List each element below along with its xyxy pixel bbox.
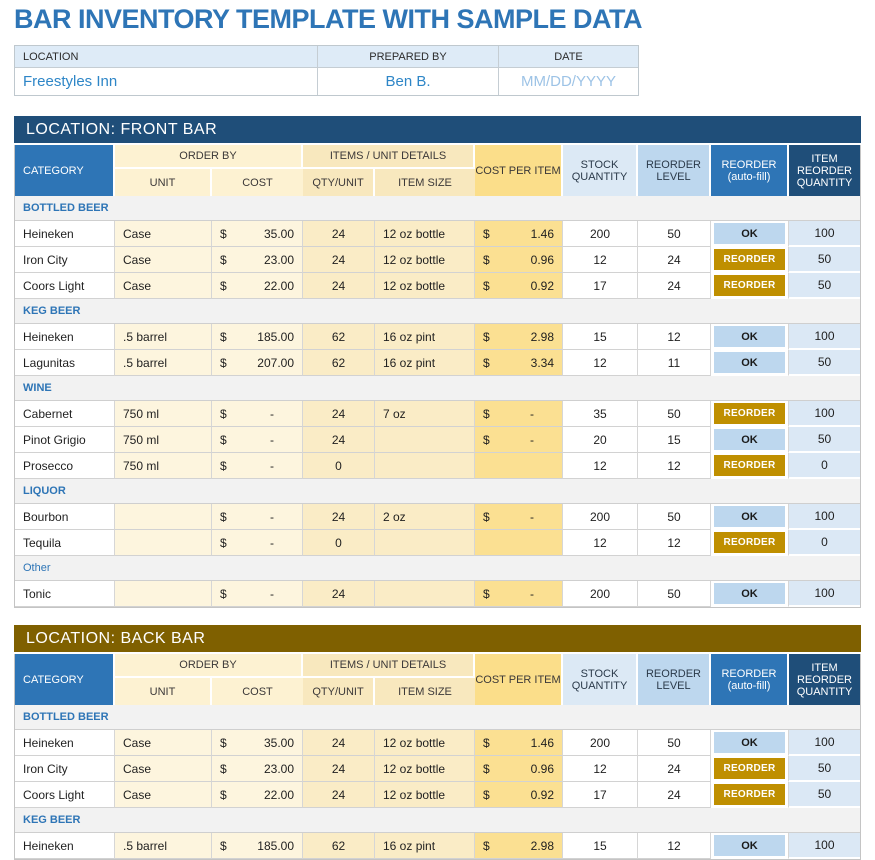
cell-reorder-level[interactable]: 50 [638,401,711,427]
amount: 185.00 [257,838,294,853]
cell-reorder-status[interactable] [711,427,789,453]
cell-reorder-status[interactable] [711,324,789,350]
info-date-label: DATE [499,46,638,68]
cell-cost-per-item[interactable] [475,530,563,556]
amount: 185.00 [257,329,294,344]
cell-item-reorder-quantity[interactable]: 50 [789,273,860,299]
amount: 22.00 [263,278,294,293]
category-row: BOTTLED BEER [15,705,860,730]
status-badge: OK [714,223,785,244]
status-badge: OK [714,506,785,527]
cell-qty-per-unit[interactable]: 24 [303,273,375,299]
cell-qty-per-unit[interactable]: 24 [303,782,375,808]
table-row [15,401,860,427]
cell-stock-quantity[interactable]: 15 [563,324,638,350]
cell-item-size[interactable] [375,530,475,556]
col-header-cost-per-item: COST PER ITEM [475,145,563,196]
amount: 0.96 [530,252,554,267]
cell-item-name[interactable]: Cabernet [15,401,115,427]
amount: 0.92 [530,278,554,293]
col-header-reorder-autofill: REORDER (auto-fill) [711,654,789,705]
col-header-reorder-level: REORDER LEVEL [638,145,711,196]
table-row [15,324,860,350]
cell-reorder-status[interactable] [711,221,789,247]
col-header-unit: UNIT [115,678,212,705]
table-row [15,221,860,247]
cell-cost-per-item[interactable] [475,453,563,479]
cell-item-size[interactable]: 12 oz bottle [375,247,475,273]
cell-item-size[interactable] [375,581,475,607]
col-header-item-reorder-quantity: ITEM REORDER QUANTITY [789,654,860,705]
status-badge: REORDER [714,455,785,476]
col-header-stock-quantity: STOCK QUANTITY [563,145,638,196]
currency-symbol: $ [220,458,227,473]
table-header-row [15,145,860,196]
cell-item-name[interactable]: Coors Light [15,782,115,808]
col-group-order-by [115,145,303,196]
cell-item-size[interactable]: 7 oz [375,401,475,427]
status-badge: OK [714,352,785,373]
category-row: KEG BEER [15,299,860,324]
cell-cost[interactable] [212,530,303,556]
currency-symbol: $ [220,535,227,550]
currency-symbol: $ [220,838,227,853]
cell-item-reorder-quantity[interactable]: 100 [789,401,860,427]
cell-unit[interactable]: 750 ml [115,453,212,479]
cell-item-reorder-quantity[interactable]: 50 [789,247,860,273]
info-table [14,45,639,96]
cell-cost[interactable] [212,273,303,299]
cell-item-name[interactable]: Tequila [15,530,115,556]
cell-cost-per-item[interactable] [475,324,563,350]
currency-symbol: $ [483,761,490,776]
cell-reorder-status[interactable] [711,730,789,756]
amount: - [530,509,534,524]
table-row [15,427,860,453]
amount: 1.46 [530,735,554,750]
cell-item-reorder-quantity[interactable]: 50 [789,782,860,808]
amount: - [530,432,534,447]
col-header-reorder-level: REORDER LEVEL [638,654,711,705]
cell-item-reorder-quantity[interactable]: 100 [789,504,860,530]
cell-cost[interactable] [212,581,303,607]
amount: 2.98 [530,838,554,853]
inventory-tables [0,116,875,860]
status-badge: REORDER [714,758,785,779]
cell-cost[interactable] [212,453,303,479]
col-header-item-size: ITEM SIZE [375,678,475,705]
cell-item-name[interactable]: Pinot Grigio [15,427,115,453]
col-header-category: CATEGORY [15,145,115,196]
cell-cost[interactable] [212,833,303,859]
table-row [15,530,860,556]
cell-qty-per-unit[interactable]: 24 [303,401,375,427]
info-header-row [15,46,638,68]
currency-symbol: $ [483,278,490,293]
col-header-cost: COST [212,169,303,196]
amount: - [270,509,274,524]
amount: 2.98 [530,329,554,344]
cell-unit[interactable]: .5 barrel [115,350,212,376]
currency-symbol: $ [483,509,490,524]
amount: 23.00 [263,252,294,267]
cell-item-size[interactable] [375,427,475,453]
cell-item-reorder-quantity[interactable]: 50 [789,350,860,376]
table-body [14,145,861,608]
cell-qty-per-unit[interactable]: 24 [303,247,375,273]
cell-qty-per-unit[interactable]: 24 [303,427,375,453]
status-badge: OK [714,429,785,450]
cell-item-size[interactable]: 16 oz pint [375,324,475,350]
currency-symbol: $ [220,355,227,370]
cell-item-reorder-quantity[interactable]: 100 [789,730,860,756]
cell-cost-per-item[interactable] [475,401,563,427]
cell-item-name[interactable]: Heineken [15,324,115,350]
cell-unit[interactable]: 750 ml [115,427,212,453]
cell-reorder-level[interactable]: 50 [638,504,711,530]
cell-reorder-level[interactable]: 15 [638,427,711,453]
cell-item-name[interactable]: Prosecco [15,453,115,479]
currency-symbol: $ [483,787,490,802]
table-row [15,350,860,376]
currency-symbol: $ [220,432,227,447]
cell-reorder-level[interactable]: 24 [638,247,711,273]
status-badge: REORDER [714,403,785,424]
currency-symbol: $ [483,355,490,370]
amount: 0.92 [530,787,554,802]
table-row [15,247,860,273]
col-header-item-reorder-quantity: ITEM REORDER QUANTITY [789,145,860,196]
info-location-label: LOCATION [15,46,318,68]
col-group-items-unit-details [303,654,475,705]
prepared-by-value-cell[interactable]: Ben B. [318,68,499,95]
cell-item-size[interactable]: 12 oz bottle [375,221,475,247]
cell-cost-per-item[interactable] [475,221,563,247]
col-group-items-unit-details [303,145,475,196]
cell-reorder-status[interactable] [711,504,789,530]
cell-reorder-status[interactable] [711,401,789,427]
cell-cost[interactable] [212,504,303,530]
amount: - [270,535,274,550]
cell-item-reorder-quantity[interactable]: 100 [789,833,860,859]
amount: - [270,586,274,601]
cell-unit[interactable] [115,530,212,556]
table-row [15,504,860,530]
cell-reorder-status[interactable] [711,273,789,299]
category-row: BOTTLED BEER [15,196,860,221]
cell-item-name[interactable]: Coors Light [15,273,115,299]
cell-item-reorder-quantity[interactable]: 0 [789,530,860,556]
cell-cost-per-item[interactable] [475,581,563,607]
cell-cost[interactable] [212,782,303,808]
cell-stock-quantity[interactable]: 12 [563,350,638,376]
cell-cost[interactable] [212,427,303,453]
cell-unit[interactable]: 750 ml [115,401,212,427]
cell-unit[interactable]: .5 barrel [115,324,212,350]
cell-item-name[interactable]: Tonic [15,581,115,607]
info-value-row [15,68,638,95]
cell-item-name[interactable]: Bourbon [15,504,115,530]
col-header-order-by: ORDER BY [115,654,303,678]
location-banner: LOCATION: FRONT BAR [14,116,861,143]
currency-symbol: $ [220,406,227,421]
category-row: Other [15,556,860,581]
currency-symbol: $ [220,735,227,750]
currency-symbol: $ [220,278,227,293]
col-header-unit: UNIT [115,169,212,196]
cell-stock-quantity[interactable]: 15 [563,833,638,859]
table-row [15,756,860,782]
cell-reorder-status[interactable] [711,530,789,556]
cell-stock-quantity[interactable]: 17 [563,273,638,299]
col-header-qty-unit: QTY/UNIT [303,169,375,196]
col-header-item-size: ITEM SIZE [375,169,475,196]
cell-cost[interactable] [212,247,303,273]
table-row [15,833,860,859]
cell-qty-per-unit[interactable]: 24 [303,504,375,530]
amount: 23.00 [263,761,294,776]
cell-cost-per-item[interactable] [475,427,563,453]
cell-item-name[interactable]: Heineken [15,833,115,859]
cell-item-reorder-quantity[interactable]: 0 [789,453,860,479]
status-badge: OK [714,583,785,604]
amount: - [270,458,274,473]
cell-reorder-level[interactable]: 24 [638,782,711,808]
cell-unit[interactable]: Case [115,782,212,808]
cell-item-name[interactable]: Heineken [15,221,115,247]
cell-stock-quantity[interactable]: 200 [563,730,638,756]
cell-qty-per-unit[interactable]: 24 [303,581,375,607]
currency-symbol: $ [483,735,490,750]
cell-cost[interactable] [212,756,303,782]
cell-cost-per-item[interactable] [475,350,563,376]
cell-stock-quantity[interactable]: 17 [563,782,638,808]
amount: 3.34 [530,355,554,370]
table-row [15,273,860,299]
cell-item-size[interactable] [375,453,475,479]
cell-unit[interactable] [115,581,212,607]
status-badge: OK [714,732,785,753]
cell-item-size[interactable]: 12 oz bottle [375,756,475,782]
cell-reorder-status[interactable] [711,247,789,273]
currency-symbol: $ [483,586,490,601]
cell-item-reorder-quantity[interactable]: 100 [789,324,860,350]
status-badge: OK [714,835,785,856]
currency-symbol: $ [483,432,490,447]
cell-cost-per-item[interactable] [475,504,563,530]
cell-item-name[interactable]: Iron City [15,756,115,782]
cell-qty-per-unit[interactable]: 0 [303,530,375,556]
cell-item-size[interactable]: 2 oz [375,504,475,530]
cell-cost-per-item[interactable] [475,273,563,299]
amount: 207.00 [257,355,294,370]
table-body [14,654,861,860]
page [0,4,875,853]
col-header-stock-quantity: STOCK QUANTITY [563,654,638,705]
cell-stock-quantity[interactable]: 200 [563,504,638,530]
col-group-order-by [115,654,303,705]
status-badge: OK [714,326,785,347]
cell-item-reorder-quantity[interactable]: 100 [789,581,860,607]
cell-reorder-level[interactable]: 12 [638,530,711,556]
currency-symbol: $ [483,406,490,421]
cell-reorder-status[interactable] [711,350,789,376]
cell-item-name[interactable]: Heineken [15,730,115,756]
cell-cost-per-item[interactable] [475,247,563,273]
cell-unit[interactable]: Case [115,756,212,782]
cell-stock-quantity[interactable]: 200 [563,581,638,607]
cell-qty-per-unit[interactable]: 62 [303,350,375,376]
cell-reorder-level[interactable]: 12 [638,324,711,350]
col-header-qty-unit: QTY/UNIT [303,678,375,705]
amount: - [270,432,274,447]
amount: 35.00 [263,735,294,750]
cell-stock-quantity[interactable]: 20 [563,427,638,453]
cell-qty-per-unit[interactable]: 62 [303,833,375,859]
cell-item-name[interactable]: Lagunitas [15,350,115,376]
cell-item-reorder-quantity[interactable]: 100 [789,221,860,247]
table-header-row [15,654,860,705]
cell-unit[interactable]: .5 barrel [115,833,212,859]
currency-symbol: $ [220,509,227,524]
cell-qty-per-unit[interactable]: 24 [303,221,375,247]
cell-reorder-status[interactable] [711,453,789,479]
cell-reorder-status[interactable] [711,833,789,859]
inventory-table [14,116,861,608]
cell-stock-quantity[interactable]: 12 [563,453,638,479]
amount: 1.46 [530,226,554,241]
col-header-items-unit-details: ITEMS / UNIT DETAILS [303,145,475,169]
table-row [15,453,860,479]
cell-cost-per-item[interactable] [475,833,563,859]
currency-symbol: $ [483,252,490,267]
cell-reorder-level[interactable]: 24 [638,273,711,299]
cell-stock-quantity[interactable]: 35 [563,401,638,427]
cell-reorder-status[interactable] [711,782,789,808]
amount: 0.96 [530,761,554,776]
status-badge: REORDER [714,275,785,296]
status-badge: REORDER [714,784,785,805]
cell-reorder-level[interactable]: 11 [638,350,711,376]
cell-reorder-level[interactable]: 50 [638,221,711,247]
col-header-category: CATEGORY [15,654,115,705]
amount: 35.00 [263,226,294,241]
amount: - [530,406,534,421]
cell-stock-quantity[interactable]: 200 [563,221,638,247]
info-prepared-by-label: PREPARED BY [318,46,499,68]
col-header-cost: COST [212,678,303,705]
cell-item-size[interactable]: 12 oz bottle [375,273,475,299]
currency-symbol: $ [220,226,227,241]
inventory-table [14,625,861,860]
cell-reorder-level[interactable]: 50 [638,730,711,756]
category-row: WINE [15,376,860,401]
cell-item-name[interactable]: Iron City [15,247,115,273]
currency-symbol: $ [220,586,227,601]
cell-cost[interactable] [212,350,303,376]
currency-symbol: $ [483,838,490,853]
category-row: LIQUOR [15,479,860,504]
date-value-cell[interactable]: MM/DD/YYYY [520,73,616,90]
currency-symbol: $ [220,787,227,802]
cell-unit[interactable]: Case [115,273,212,299]
location-value-cell[interactable]: Freestyles Inn [15,68,318,95]
cell-reorder-level[interactable]: 12 [638,453,711,479]
status-badge: REORDER [714,532,785,553]
table-row [15,782,860,808]
location-banner: LOCATION: BACK BAR [14,625,861,652]
col-header-reorder-autofill: REORDER (auto-fill) [711,145,789,196]
cell-reorder-status[interactable] [711,581,789,607]
status-badge: REORDER [714,249,785,270]
cell-qty-per-unit[interactable]: 0 [303,453,375,479]
cell-reorder-level[interactable]: 24 [638,756,711,782]
col-header-order-by: ORDER BY [115,145,303,169]
cell-item-reorder-quantity[interactable]: 50 [789,756,860,782]
currency-symbol: $ [220,329,227,344]
cell-qty-per-unit[interactable]: 24 [303,756,375,782]
table-row [15,581,860,607]
cell-stock-quantity[interactable]: 12 [563,247,638,273]
col-header-items-unit-details: ITEMS / UNIT DETAILS [303,654,475,678]
cell-qty-per-unit[interactable]: 62 [303,324,375,350]
cell-qty-per-unit[interactable]: 24 [303,730,375,756]
cell-stock-quantity[interactable]: 12 [563,530,638,556]
cell-unit[interactable]: Case [115,221,212,247]
cell-unit[interactable] [115,504,212,530]
amount: 22.00 [263,787,294,802]
category-row: KEG BEER [15,808,860,833]
cell-cost-per-item[interactable] [475,756,563,782]
amount: - [530,586,534,601]
page-title: BAR INVENTORY TEMPLATE WITH SAMPLE DATA [14,4,642,34]
cell-item-size[interactable]: 16 oz pint [375,833,475,859]
cell-cost-per-item[interactable] [475,782,563,808]
currency-symbol: $ [483,329,490,344]
cell-cost[interactable] [212,730,303,756]
currency-symbol: $ [220,761,227,776]
cell-cost[interactable] [212,221,303,247]
currency-symbol: $ [220,252,227,267]
cell-unit[interactable]: Case [115,730,212,756]
cell-cost[interactable] [212,401,303,427]
cell-cost[interactable] [212,324,303,350]
table-row [15,730,860,756]
cell-item-reorder-quantity[interactable]: 50 [789,427,860,453]
cell-item-size[interactable]: 12 oz bottle [375,730,475,756]
col-header-cost-per-item: COST PER ITEM [475,654,563,705]
cell-reorder-status[interactable] [711,756,789,782]
cell-cost-per-item[interactable] [475,730,563,756]
cell-unit[interactable]: Case [115,247,212,273]
currency-symbol: $ [483,226,490,241]
amount: - [270,406,274,421]
cell-item-size[interactable]: 12 oz bottle [375,782,475,808]
cell-stock-quantity[interactable]: 12 [563,756,638,782]
cell-reorder-level[interactable]: 50 [638,581,711,607]
cell-item-size[interactable]: 16 oz pint [375,350,475,376]
cell-reorder-level[interactable]: 12 [638,833,711,859]
